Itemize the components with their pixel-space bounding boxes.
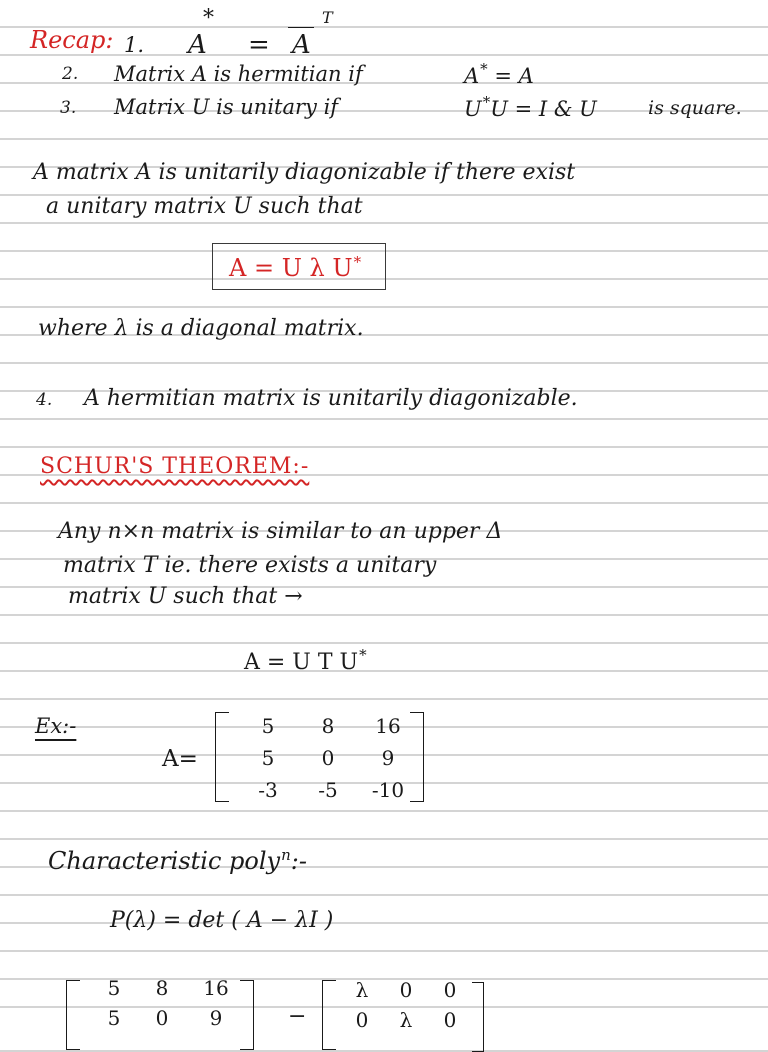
point-4-text: A hermitian matrix is unitarily diagonizable. [84, 386, 578, 411]
recap-item-2-text: Matrix A is hermitian if [114, 62, 363, 86]
characteristic-equation: P(λ) = det ( A − λI ) [110, 908, 334, 933]
matrix-cell: 9 [209, 1006, 223, 1030]
unitary-equation: U*U = I & U [464, 93, 597, 121]
transpose-superscript: T [322, 8, 333, 27]
square-condition: is square. [648, 97, 742, 119]
matrix-cell: 0 [321, 746, 335, 770]
equals-sign: = [248, 30, 270, 60]
recap-label: Recap: [30, 26, 114, 54]
schur-line-1: Any n×n matrix is similar to an upper Δ [58, 519, 503, 544]
asterisk-superscript: * [203, 6, 214, 31]
matrix-cell: 5 [261, 714, 275, 738]
diagonal-note: where λ is a diagonal matrix. [38, 316, 364, 341]
matrix-cell: 0 [355, 1008, 369, 1032]
matrix-cell: -5 [318, 778, 338, 802]
characteristic-heading: Characteristic poly$^n$:- [48, 846, 307, 875]
matrix-cell: λ [399, 1008, 413, 1032]
example-matrix [240, 716, 416, 800]
boxed-equation: A = U λ U* [229, 253, 362, 282]
point-4-number: 4. [36, 390, 53, 410]
matrix-cell: 0 [443, 1008, 457, 1032]
example-label: Ex:- [35, 714, 77, 738]
recap-item-1-number: 1. [124, 33, 145, 57]
definition-line-1: A matrix A is unitarily diagonizable if there exist [33, 160, 576, 185]
matrix-cell: 5 [261, 746, 275, 770]
matrix-cell: 5 [107, 976, 121, 1000]
matrix-cell: 0 [443, 978, 457, 1002]
hermitian-equation: A* = A [464, 60, 534, 88]
matrix-cell: λ [355, 978, 369, 1002]
recap-item-3-number: 3. [60, 98, 77, 118]
matrix-cell: 8 [321, 714, 335, 738]
bottom-right-bracket-1 [240, 980, 254, 1050]
matrix-cell: 8 [155, 976, 169, 1000]
matrix-cell: 5 [107, 1006, 121, 1030]
recap-item-3-text: Matrix U is unitary if [114, 95, 339, 119]
matrix-cell: 16 [203, 976, 229, 1000]
matrix-cell: 16 [375, 714, 401, 738]
matrix-cell: 0 [399, 978, 413, 1002]
schur-line-2: matrix T ie. there exists a unitary [63, 553, 437, 578]
schur-theorem-heading: SCHUR'S THEOREM:- [40, 454, 310, 479]
conjugate-bar [288, 27, 314, 28]
schur-equation: A = U T U* [244, 646, 367, 675]
matrix-cell: -3 [258, 778, 278, 802]
bottom-right-bracket-2 [472, 982, 484, 1052]
minus-sign: − [288, 1004, 307, 1029]
recap-conjugate-lhs [188, 32, 207, 58]
bottom-matrix-a [92, 978, 244, 1028]
bottom-left-bracket-1 [66, 980, 80, 1050]
conjugate-rhs: A [292, 30, 311, 60]
matrix-cell: 0 [155, 1006, 169, 1030]
matrix-cell: -10 [371, 778, 405, 802]
schur-line-3: matrix U such that → [68, 584, 303, 609]
matrix-cell: 9 [381, 746, 395, 770]
matrix-a-symbol: A [188, 30, 207, 60]
bottom-matrix-lambda [340, 980, 472, 1030]
bottom-left-bracket-2 [322, 980, 336, 1050]
recap-item-2-number: 2. [62, 64, 79, 84]
definition-line-2: a unitary matrix U such that [46, 194, 363, 219]
example-matrix-lhs: A= [162, 746, 198, 772]
left-bracket [215, 712, 229, 802]
